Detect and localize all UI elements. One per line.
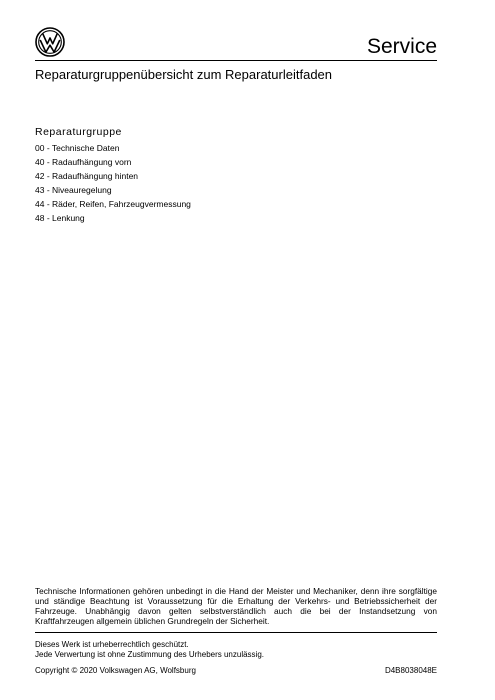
copyright-note-line: Dieses Werk ist urheberrechtlich geschützt. (35, 640, 189, 649)
footer-divider (35, 632, 437, 633)
document-number: D4B8038048E (384, 666, 437, 675)
repair-group-item[interactable]: 48 - Lenkung (35, 213, 85, 223)
repair-group-item[interactable]: 40 - Radaufhängung vorn (35, 157, 132, 167)
safety-notice: Technische Informationen gehören unbedingt in die Hand der Meister und Mechaniker, denn ihre sorgfältige und ständige Beachtung ist Voraussetzung für die Erhaltung der Verkehrs- und Betriebssicherheit der Fahrzeuge. Unabhängig davon gelten selbstverständlich auch die bei der Instandsetzung von Kraftfahrzeugen allgemein üblichen Grundregeln der Sicherheit. (35, 586, 437, 626)
service-title: Service (366, 35, 437, 58)
repair-group-item[interactable]: 00 - Technische Daten (35, 143, 120, 153)
header-divider (35, 60, 437, 61)
vw-logo-icon (35, 27, 65, 57)
copyright-note (35, 640, 264, 660)
repair-group-item[interactable]: 44 - Räder, Reifen, Fahrzeugvermessung (35, 199, 191, 209)
copyright-text: Copyright © 2020 Volkswagen AG, Wolfsburg (35, 666, 196, 675)
document-subtitle: Reparaturgruppenübersicht zum Reparaturleitfaden (35, 67, 333, 82)
repair-group-item[interactable]: 43 - Niveauregelung (35, 185, 112, 195)
repair-group-heading: Reparaturgruppe (35, 126, 122, 138)
copyright-note-line: Jede Verwertung ist ohne Zustimmung des Urhebers unzulässig. (35, 650, 265, 659)
repair-group-item[interactable]: 42 - Radaufhängung hinten (35, 171, 139, 181)
repair-group-list (35, 141, 191, 225)
